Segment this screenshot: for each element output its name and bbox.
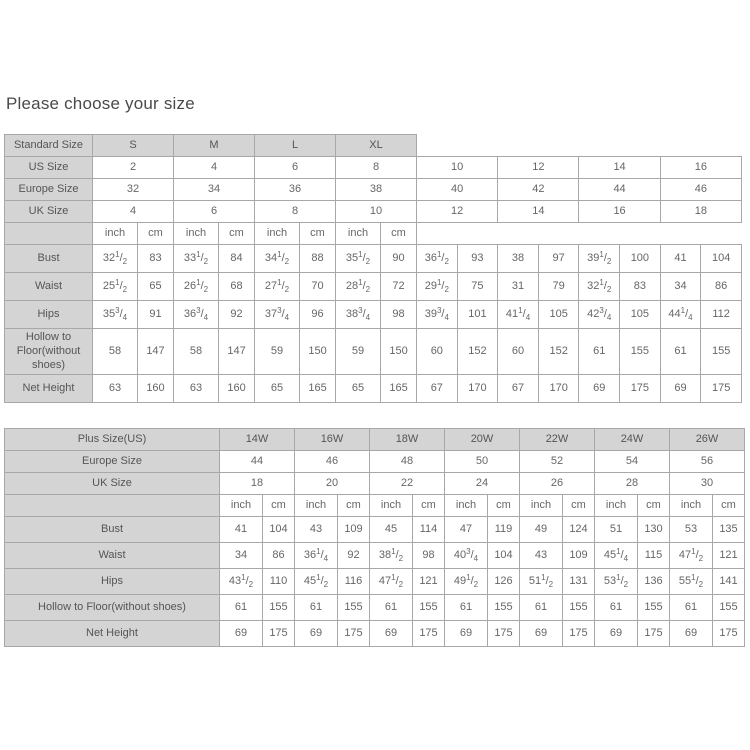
row-label: UK Size xyxy=(5,473,220,495)
table-row xyxy=(5,179,742,201)
table-cell: 72 xyxy=(381,273,417,301)
unit-cell: cm xyxy=(263,495,295,517)
table-cell: 41 xyxy=(660,245,701,273)
table-cell: $36^1/_2$ xyxy=(417,245,458,273)
unit-cell: cm xyxy=(138,223,174,245)
table-cell: 101 xyxy=(457,301,498,329)
unit-cell: cm xyxy=(219,223,255,245)
unit-cell: cm xyxy=(563,495,595,517)
table-cell: 96 xyxy=(300,301,336,329)
table-cell: 69 xyxy=(445,621,488,647)
row-label: Bust xyxy=(5,517,220,543)
table-cell: 83 xyxy=(620,273,661,301)
size-cell: 18W xyxy=(370,429,445,451)
table-cell: 4 xyxy=(93,201,174,223)
table-cell: 26 xyxy=(520,473,595,495)
table-cell: 67 xyxy=(417,375,458,403)
table-row xyxy=(5,621,745,647)
unit-cell: inch xyxy=(336,223,381,245)
table-cell: 175 xyxy=(338,621,370,647)
size-cell: 14W xyxy=(220,429,295,451)
row-label: Standard Size xyxy=(5,135,93,157)
table-cell: 98 xyxy=(413,543,445,569)
standard-size-table xyxy=(4,134,742,403)
table-cell: 68 xyxy=(219,273,255,301)
table-cell: 38 xyxy=(336,179,417,201)
unit-cell: inch xyxy=(255,223,300,245)
table-cell: 110 xyxy=(263,569,295,595)
table-cell: 115 xyxy=(638,543,670,569)
table-cell: 43 xyxy=(520,543,563,569)
table-cell: 100 xyxy=(620,245,661,273)
table-cell: 170 xyxy=(538,375,579,403)
table-cell: $47^1/_2$ xyxy=(670,543,713,569)
table-cell: $38^3/_4$ xyxy=(336,301,381,329)
table-cell: 98 xyxy=(381,301,417,329)
table-cell: 63 xyxy=(93,375,138,403)
row-label: Hips xyxy=(5,301,93,329)
size-cell: S xyxy=(93,135,174,157)
unit-cell: cm xyxy=(638,495,670,517)
size-cell: XL xyxy=(336,135,417,157)
unit-cell: cm xyxy=(413,495,445,517)
table-cell: 58 xyxy=(93,329,138,375)
table-cell: 61 xyxy=(445,595,488,621)
size-cell: 20W xyxy=(445,429,520,451)
table-cell: 61 xyxy=(660,329,701,375)
table-cell: 126 xyxy=(488,569,520,595)
plus-size-table xyxy=(4,428,745,647)
table-cell: $45^1/_2$ xyxy=(295,569,338,595)
row-label: Waist xyxy=(5,273,93,301)
table-cell: 34 xyxy=(220,543,263,569)
table-cell: $36^1/_4$ xyxy=(295,543,338,569)
table-cell: 131 xyxy=(563,569,595,595)
table-cell: $43^1/_2$ xyxy=(220,569,263,595)
table-cell: 130 xyxy=(638,517,670,543)
table-cell: $42^3/_4$ xyxy=(579,301,620,329)
row-label: Hips xyxy=(5,569,220,595)
table-cell: 65 xyxy=(255,375,300,403)
table-cell: 44 xyxy=(220,451,295,473)
table-cell: 75 xyxy=(457,273,498,301)
table-cell: 155 xyxy=(638,595,670,621)
table-cell: 46 xyxy=(295,451,370,473)
table-cell: $39^1/_2$ xyxy=(579,245,620,273)
table-cell: 104 xyxy=(263,517,295,543)
table-row xyxy=(5,595,745,621)
row-label xyxy=(5,223,93,245)
size-cell: M xyxy=(174,135,255,157)
table-cell: 97 xyxy=(538,245,579,273)
table-cell: 175 xyxy=(713,621,745,647)
table-cell: 175 xyxy=(263,621,295,647)
table-cell: 10 xyxy=(417,157,498,179)
table-cell: $41^1/_4$ xyxy=(498,301,539,329)
table-cell: $28^1/_2$ xyxy=(336,273,381,301)
table-cell: 60 xyxy=(498,329,539,375)
unit-cell: cm xyxy=(381,223,417,245)
table-cell: 18 xyxy=(220,473,295,495)
size-cell: 22W xyxy=(520,429,595,451)
table-cell: 34 xyxy=(174,179,255,201)
size-cell: 16W xyxy=(295,429,370,451)
table-cell: 155 xyxy=(713,595,745,621)
table-cell: $35^1/_2$ xyxy=(336,245,381,273)
row-label: Net Height xyxy=(5,621,220,647)
table-cell: 109 xyxy=(563,543,595,569)
row-label: US Size xyxy=(5,157,93,179)
row-label: Europe Size xyxy=(5,179,93,201)
table-cell: 152 xyxy=(457,329,498,375)
table-cell: 119 xyxy=(488,517,520,543)
table-cell: 31 xyxy=(498,273,539,301)
unit-cell: cm xyxy=(300,223,336,245)
table-cell: 160 xyxy=(219,375,255,403)
table-cell: 92 xyxy=(338,543,370,569)
table-cell: 175 xyxy=(488,621,520,647)
table-cell: 61 xyxy=(670,595,713,621)
table-cell: 61 xyxy=(579,329,620,375)
page-title: Please choose your size xyxy=(6,94,195,113)
table-cell: 104 xyxy=(701,245,742,273)
table-cell: $53^1/_2$ xyxy=(595,569,638,595)
table-cell: 61 xyxy=(595,595,638,621)
table-row xyxy=(5,451,745,473)
table-cell: 32 xyxy=(93,179,174,201)
table-cell: 92 xyxy=(219,301,255,329)
table-cell: 150 xyxy=(381,329,417,375)
table-row xyxy=(5,273,742,301)
unit-cell: inch xyxy=(445,495,488,517)
table-cell: 61 xyxy=(370,595,413,621)
table-cell: 54 xyxy=(595,451,670,473)
row-label: Waist xyxy=(5,543,220,569)
table-cell: 48 xyxy=(370,451,445,473)
unit-header-row xyxy=(5,495,745,517)
table-cell: 4 xyxy=(174,157,255,179)
table-cell: 14 xyxy=(579,157,660,179)
table-cell: $55^1/_2$ xyxy=(670,569,713,595)
table-cell: 136 xyxy=(638,569,670,595)
table-cell: 170 xyxy=(457,375,498,403)
table-row xyxy=(5,375,742,403)
table-cell: 155 xyxy=(413,595,445,621)
table-cell: 69 xyxy=(370,621,413,647)
table-cell: 175 xyxy=(413,621,445,647)
table-cell: 69 xyxy=(520,621,563,647)
table-cell: 45 xyxy=(370,517,413,543)
table-cell: 63 xyxy=(174,375,219,403)
table-cell: 20 xyxy=(295,473,370,495)
table-cell: 50 xyxy=(445,451,520,473)
table-cell: 93 xyxy=(457,245,498,273)
table-cell: $40^3/_4$ xyxy=(445,543,488,569)
table-cell: 65 xyxy=(336,375,381,403)
row-label xyxy=(5,495,220,517)
table-cell: 83 xyxy=(138,245,174,273)
unit-header-row xyxy=(5,223,742,245)
table-cell: 47 xyxy=(445,517,488,543)
table-cell: 52 xyxy=(520,451,595,473)
size-cell: 26W xyxy=(670,429,745,451)
table-cell: 121 xyxy=(713,543,745,569)
table-row xyxy=(5,543,745,569)
table-cell: $35^3/_4$ xyxy=(93,301,138,329)
unit-cell: inch xyxy=(370,495,413,517)
table-cell: 155 xyxy=(263,595,295,621)
unit-cell: inch xyxy=(220,495,263,517)
table-cell: 160 xyxy=(138,375,174,403)
table-cell: 40 xyxy=(417,179,498,201)
row-label: Plus Size(US) xyxy=(5,429,220,451)
table-cell: 152 xyxy=(538,329,579,375)
table-cell: 24 xyxy=(445,473,520,495)
table-cell: $27^1/_2$ xyxy=(255,273,300,301)
table-cell: 41 xyxy=(220,517,263,543)
table-cell: 70 xyxy=(300,273,336,301)
table-cell: 112 xyxy=(701,301,742,329)
table-cell: 51 xyxy=(595,517,638,543)
unit-cell: inch xyxy=(520,495,563,517)
table-cell: $49^1/_2$ xyxy=(445,569,488,595)
table-row xyxy=(5,301,742,329)
table-cell: 10 xyxy=(336,201,417,223)
table-cell: 18 xyxy=(660,201,741,223)
table-cell: 79 xyxy=(538,273,579,301)
table-cell: 69 xyxy=(220,621,263,647)
row-label: Europe Size xyxy=(5,451,220,473)
table-cell: 69 xyxy=(295,621,338,647)
table-cell: $25^1/_2$ xyxy=(93,273,138,301)
table-cell: $33^1/_2$ xyxy=(174,245,219,273)
table-cell: 28 xyxy=(595,473,670,495)
table-cell: 155 xyxy=(620,329,661,375)
unit-cell: cm xyxy=(713,495,745,517)
table-cell: 14 xyxy=(498,201,579,223)
size-cell: 24W xyxy=(595,429,670,451)
table-cell: $26^1/_2$ xyxy=(174,273,219,301)
table-row xyxy=(5,473,745,495)
table-cell: 43 xyxy=(295,517,338,543)
unit-cell: inch xyxy=(295,495,338,517)
table-cell: 109 xyxy=(338,517,370,543)
table-row xyxy=(5,157,742,179)
table-cell: 49 xyxy=(520,517,563,543)
table-cell: 12 xyxy=(498,157,579,179)
table-cell: $45^1/_4$ xyxy=(595,543,638,569)
table-cell: 88 xyxy=(300,245,336,273)
table-row xyxy=(5,201,742,223)
table-cell: 147 xyxy=(219,329,255,375)
table-cell: 141 xyxy=(713,569,745,595)
size-header-row xyxy=(5,429,745,451)
table-row xyxy=(5,517,745,543)
table-cell: 116 xyxy=(338,569,370,595)
table-cell: 8 xyxy=(255,201,336,223)
table-cell: 16 xyxy=(660,157,741,179)
table-cell: $44^1/_4$ xyxy=(660,301,701,329)
table-cell: 67 xyxy=(498,375,539,403)
table-cell: 46 xyxy=(660,179,741,201)
table-cell: 155 xyxy=(488,595,520,621)
table-cell: 36 xyxy=(255,179,336,201)
table-cell: 124 xyxy=(563,517,595,543)
table-cell: 69 xyxy=(670,621,713,647)
table-cell: 59 xyxy=(336,329,381,375)
table-cell: 34 xyxy=(660,273,701,301)
row-label: Bust xyxy=(5,245,93,273)
table-cell: 84 xyxy=(219,245,255,273)
table-cell: 175 xyxy=(701,375,742,403)
table-cell: 121 xyxy=(413,569,445,595)
table-cell: 6 xyxy=(255,157,336,179)
size-cell: L xyxy=(255,135,336,157)
table-cell: 8 xyxy=(336,157,417,179)
table-cell: 69 xyxy=(660,375,701,403)
table-row xyxy=(5,569,745,595)
row-label: UK Size xyxy=(5,201,93,223)
table-cell: 44 xyxy=(579,179,660,201)
table-cell: 147 xyxy=(138,329,174,375)
table-cell: 175 xyxy=(563,621,595,647)
table-cell: $37^3/_4$ xyxy=(255,301,300,329)
table-cell: 90 xyxy=(381,245,417,273)
table-cell: 155 xyxy=(338,595,370,621)
unit-cell: inch xyxy=(93,223,138,245)
table-cell: 16 xyxy=(579,201,660,223)
table-cell: 60 xyxy=(417,329,458,375)
table-row xyxy=(5,329,742,375)
table-cell: 104 xyxy=(488,543,520,569)
table-cell: $38^1/_2$ xyxy=(370,543,413,569)
table-cell: 114 xyxy=(413,517,445,543)
table-cell: 155 xyxy=(563,595,595,621)
table-cell: 58 xyxy=(174,329,219,375)
table-cell: $47^1/_2$ xyxy=(370,569,413,595)
table-cell: $32^1/_2$ xyxy=(579,273,620,301)
unit-cell: inch xyxy=(670,495,713,517)
table-cell: 165 xyxy=(381,375,417,403)
table-cell: 65 xyxy=(138,273,174,301)
table-cell: $36^3/_4$ xyxy=(174,301,219,329)
table-cell: 6 xyxy=(174,201,255,223)
table-cell: $32^1/_2$ xyxy=(93,245,138,273)
table-cell: 61 xyxy=(220,595,263,621)
table-cell: 175 xyxy=(638,621,670,647)
table-cell: 22 xyxy=(370,473,445,495)
table-cell: 69 xyxy=(595,621,638,647)
table-cell: 135 xyxy=(713,517,745,543)
table-cell: 61 xyxy=(520,595,563,621)
table-cell: $29^1/_2$ xyxy=(417,273,458,301)
table-cell: 61 xyxy=(295,595,338,621)
table-cell: 155 xyxy=(701,329,742,375)
table-cell: 38 xyxy=(498,245,539,273)
table-cell: 56 xyxy=(670,451,745,473)
table-row xyxy=(5,245,742,273)
table-cell: $34^1/_2$ xyxy=(255,245,300,273)
row-label: Hollow to Floor(without shoes) xyxy=(5,329,93,375)
table-cell: 165 xyxy=(300,375,336,403)
table-cell: 69 xyxy=(579,375,620,403)
size-header-row xyxy=(5,135,742,157)
table-cell: 105 xyxy=(620,301,661,329)
unit-cell: cm xyxy=(338,495,370,517)
table-cell: 2 xyxy=(93,157,174,179)
table-cell: 86 xyxy=(701,273,742,301)
table-cell: 42 xyxy=(498,179,579,201)
row-label: Hollow to Floor(without shoes) xyxy=(5,595,220,621)
table-cell: 91 xyxy=(138,301,174,329)
unit-cell: inch xyxy=(595,495,638,517)
table-cell: 175 xyxy=(620,375,661,403)
table-cell: 59 xyxy=(255,329,300,375)
table-cell: 150 xyxy=(300,329,336,375)
unit-cell: cm xyxy=(488,495,520,517)
table-cell: 30 xyxy=(670,473,745,495)
row-label: Net Height xyxy=(5,375,93,403)
table-cell: 105 xyxy=(538,301,579,329)
table-cell: $39^3/_4$ xyxy=(417,301,458,329)
unit-cell: inch xyxy=(174,223,219,245)
table-cell: 86 xyxy=(263,543,295,569)
table-cell: 12 xyxy=(417,201,498,223)
table-cell: 53 xyxy=(670,517,713,543)
table-cell: $51^1/_2$ xyxy=(520,569,563,595)
